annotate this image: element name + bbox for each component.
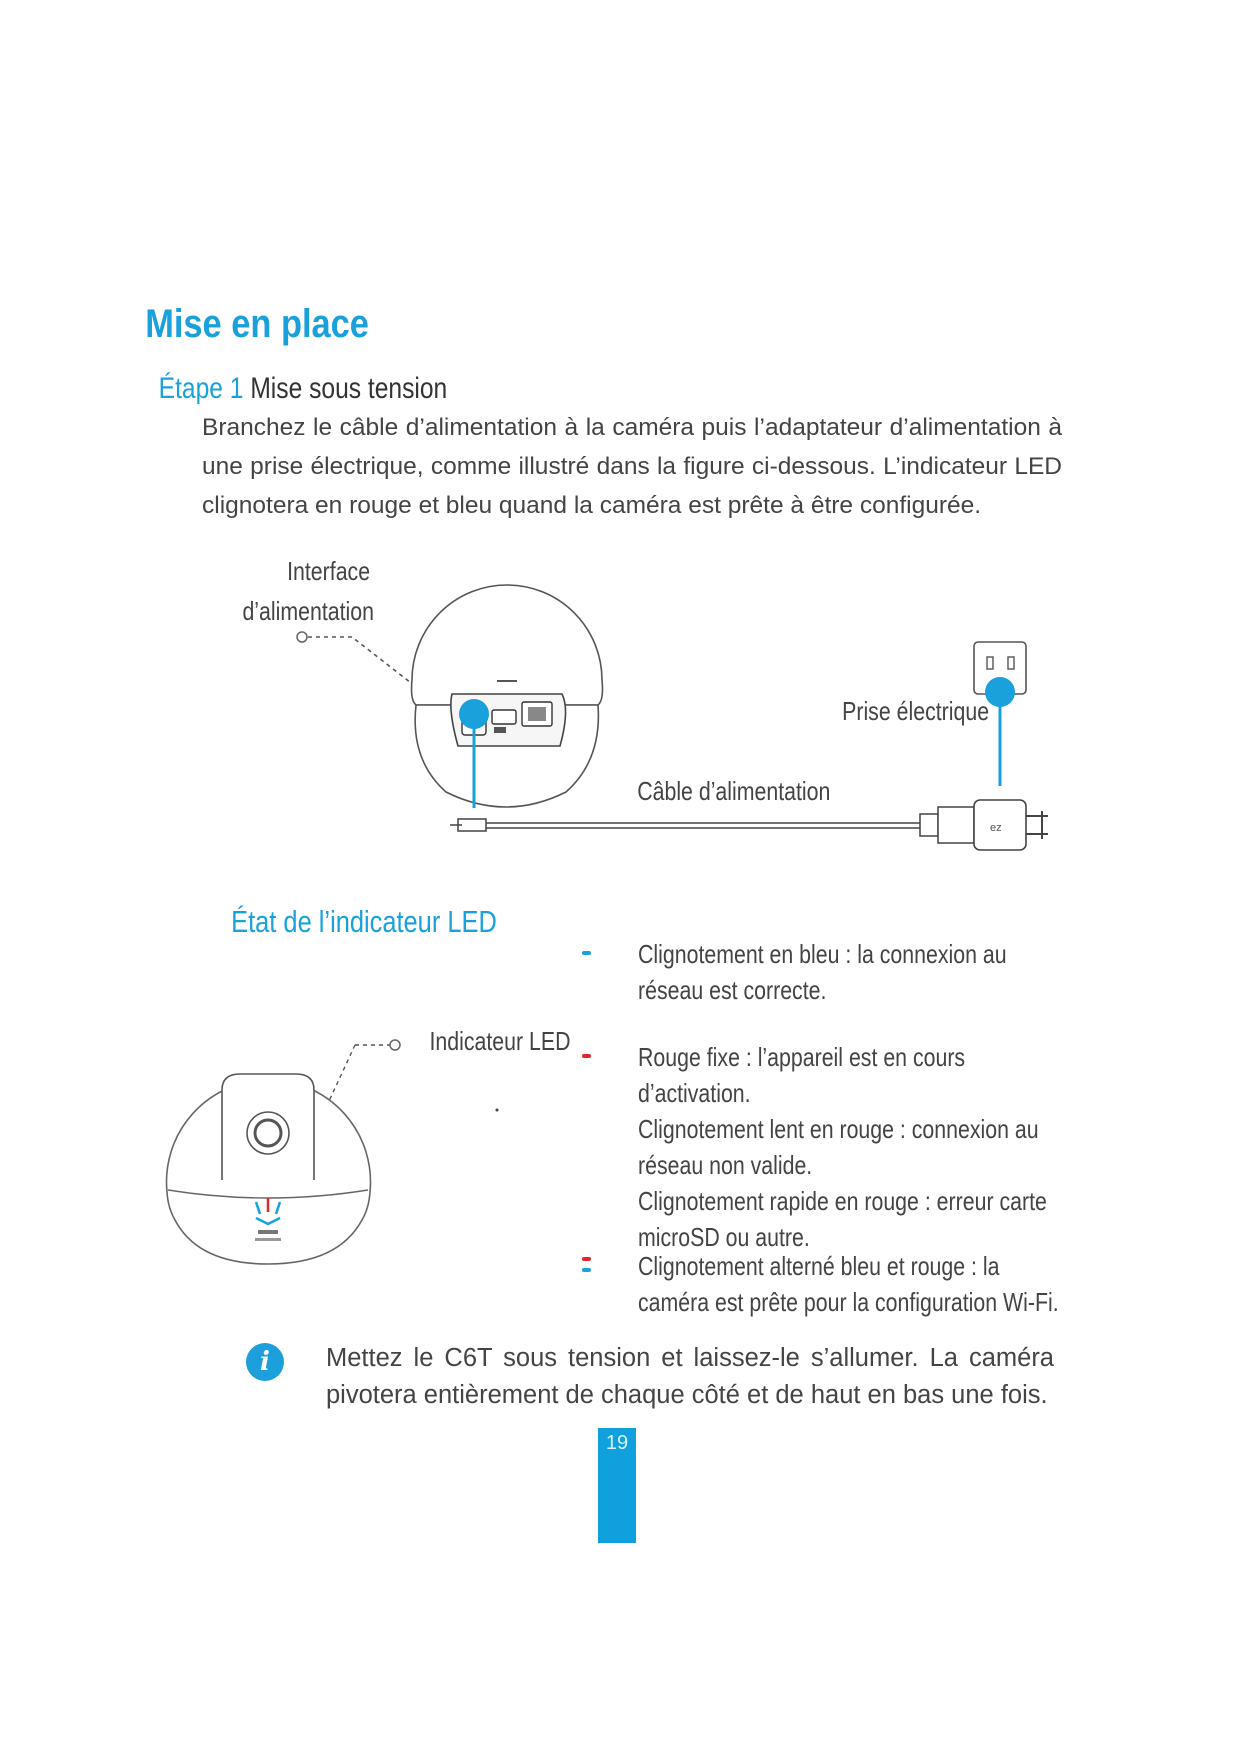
step-heading [159, 372, 448, 406]
camera-back-illustration [412, 585, 603, 807]
led-status-blue [638, 936, 1068, 1008]
led-status-text: Clignotement rapide en rouge : erreur carte microSD ou autre. [638, 1186, 1047, 1252]
intro-paragraph: Branchez le câble d’alimentation à la caméra puis l’adaptateur d’alimentation à une prise électrique, comme illustré dans la figure ci-dessous. L’indicateur LED clignotera en rouge et bleu quand la caméra est prête à être configurée. [202, 414, 1062, 519]
camera-port-marker [459, 699, 489, 729]
led-indicator-label: Indicateur LED [429, 1026, 571, 1056]
interface-label-line2: d’alimentation [242, 596, 374, 626]
interface-label-line1: Interface [287, 556, 371, 586]
step-number: Étape 1 [158, 372, 244, 405]
led-status-red [638, 1039, 1068, 1255]
led-status-text: Clignotement alterné bleu et rouge : la caméra est prête pour la configuration Wi-Fi. [638, 1251, 1059, 1317]
info-icon: i [246, 1343, 284, 1381]
blue-dot-icon [582, 951, 591, 955]
led-status-text: Rouge fixe : l’appareil est en cours d’activation. [638, 1042, 966, 1108]
power-connection-diagram [0, 560, 1241, 890]
svg-text:ez: ez [990, 822, 1002, 834]
led-section-title: État de l’indicateur LED [231, 904, 497, 939]
red-dot-icon [582, 1257, 591, 1261]
power-cable-illustration [450, 800, 1048, 850]
led-status-alternating [638, 1248, 1068, 1320]
led-status-text: Clignotement lent en rouge : connexion au réseau non valide. [638, 1114, 1039, 1180]
cable-label: Câble d’alimentation [637, 776, 831, 806]
page-number: 19 [605, 1432, 629, 1454]
blue-dot-icon [582, 1268, 591, 1272]
red-dot-icon [582, 1054, 591, 1058]
outlet-marker [985, 677, 1015, 707]
page-title: Mise en place [145, 302, 369, 346]
led-leader-dot [390, 1040, 400, 1050]
camera-front-illustration [140, 1030, 540, 1270]
led-status-text: Clignotement en bleu : la connexion au réseau est correcte. [638, 939, 1007, 1005]
interface-leader-dot [297, 632, 307, 642]
note-paragraph: Mettez le C6T sous tension et laissez-le s’allumer. La caméra pivotera entièrement de chaque côté et de haut en bas une fois. [326, 1344, 1054, 1409]
outlet-label: Prise électrique [842, 696, 990, 726]
step-title: Mise sous tension [250, 372, 448, 405]
